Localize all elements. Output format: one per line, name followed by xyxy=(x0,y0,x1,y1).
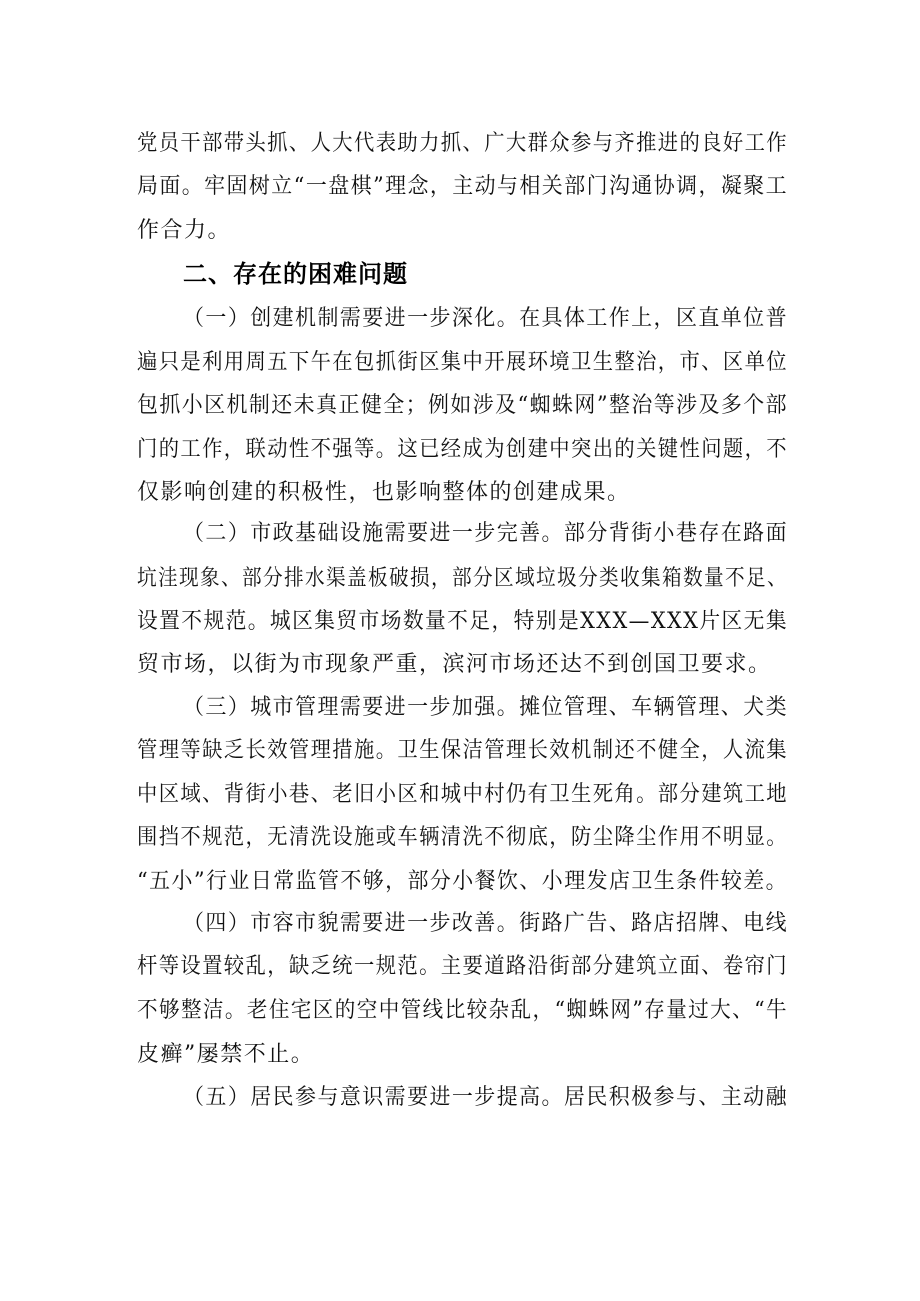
intro-line-1: 党员干部带头抓、人大代表助力抓、广大群众参与齐推进的良好工作 xyxy=(137,131,789,156)
para3-line-2: 管理等缺乏长效管理措施。卫生保洁管理长效机制还不健全，人流集 xyxy=(137,738,789,763)
para3-line-4: 围挡不规范，无清洗设施或车辆清洗不彻底，防尘降尘作用不明显。 xyxy=(137,825,789,850)
para1-line-3: 包抓小区机制还未真正健全；例如涉及“蜘蛛网”整治等涉及多个部 xyxy=(137,393,789,418)
section-heading: 二、存在的困难问题 xyxy=(183,260,408,288)
para4-line-3: 不够整洁。老住宅区的空中管线比较杂乱，“蜘蛛网”存量过大、“牛 xyxy=(137,998,788,1023)
para1-line-4: 门的工作，联动性不强等。这已经成为创建中突出的关键性问题，不 xyxy=(137,437,789,462)
para5-line-1: （五）居民参与意识需要进一步提高。居民积极参与、主动融 xyxy=(183,1085,789,1110)
para2-line-3: 设置不规范。城区集贸市场数量不足，特别是XXX—XXX片区无集 xyxy=(137,609,788,634)
para4-line-4: 皮癣”屡禁不止。 xyxy=(137,1042,315,1067)
para3-line-1: （三）城市管理需要进一步加强。摊位管理、车辆管理、犬类 xyxy=(183,695,789,720)
para2-line-2: 坑洼现象、部分排水渠盖板破损，部分区域垃圾分类收集箱数量不足、 xyxy=(137,566,789,591)
para4-line-1: （四）市容市貌需要进一步改善。街路广告、路店招牌、电线 xyxy=(183,911,789,936)
para1-line-5: 仅影响创建的积极性，也影响整体的创建成果。 xyxy=(137,480,631,505)
para1-line-2: 遍只是利用周五下午在包抓街区集中开展环境卫生整治，市、区单位 xyxy=(137,350,789,375)
para2-line-4: 贸市场，以街为市现象严重，滨河市场还达不到创国卫要求。 xyxy=(137,652,772,677)
para2-line-1: （二）市政基础设施需要进一步完善。部分背街小巷存在路面 xyxy=(183,521,789,546)
para1-line-1: （一）创建机制需要进一步深化。在具体工作上，区直单位普 xyxy=(183,306,789,331)
intro-line-3: 作合力。 xyxy=(137,218,232,243)
para4-line-2: 杆等设置较乱，缺乏统一规范。主要道路沿街部分建筑立面、卷帘门 xyxy=(137,954,789,979)
intro-line-2: 局面。牢固树立“一盘棋”理念，主动与相关部门沟通协调，凝聚工 xyxy=(137,174,789,199)
para3-line-5: “五小”行业日常监管不够，部分小餐饮、小理发店卫生条件较差。 xyxy=(137,869,789,894)
para3-line-3: 中区域、背街小巷、老旧小区和城中村仍有卫生死角。部分建筑工地 xyxy=(137,782,789,807)
